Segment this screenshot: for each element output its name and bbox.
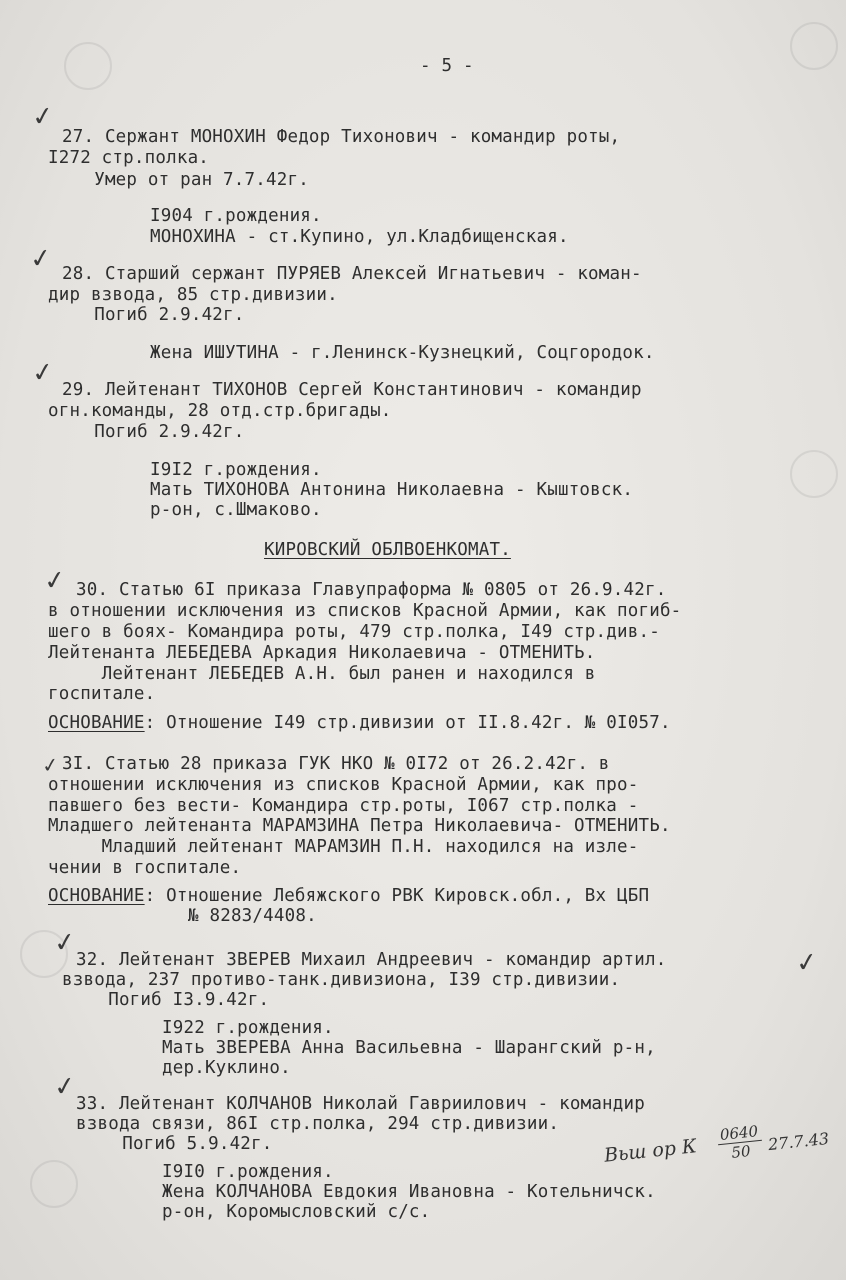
item-28-extra-1: Жена ИШУТИНА - г.Ленинск-Кузнецкий, Соцгородок. (150, 343, 655, 363)
item-32-extra-3: дер.Куклино. (162, 1058, 291, 1078)
item-30-line-2: в отношении исключения из списков Красной Армии, как погиб- (48, 601, 682, 621)
item-29-line-3: Погиб 2.9.42г. (62, 422, 245, 442)
item-31-line-1: 3I. Статью 28 приказа ГУК НКО № 0I72 от 26.2.42г. в (62, 754, 610, 774)
item-27-extra-2: МОНОХИНА - ст.Купино, ул.Кладбищенская. (150, 227, 569, 247)
basis-text: : Отношение I49 стр.дивизии от II.8.42г. № 0I057. (144, 713, 671, 733)
check-mark-icon: ✓ (52, 1070, 78, 1104)
item-28-line-1: 28. Старший сержант ПУРЯЕВ Алексей Игнатьевич - коман- (62, 264, 642, 284)
item-30-line-6: госпитале. (48, 684, 156, 704)
item-33-extra-1: I9I0 г.рождения. (162, 1162, 334, 1182)
item-33-extra-2: Жена КОЛЧАНОВА Евдокия Ивановна - Котельничск. (162, 1182, 656, 1202)
item-28-line-2: дир взвода, 85 стр.дивизии. (48, 285, 338, 305)
item-31-line-5: Младший лейтенант МАРАМЗИН П.Н. находился на изле- (48, 837, 639, 857)
faint-stamp-icon (64, 42, 112, 90)
basis-label: ОСНОВАНИЕ (48, 886, 145, 906)
item-33-line-1: 33. Лейтенант КОЛЧАНОВ Николай Гавриилович - командир (76, 1094, 646, 1114)
item-32-line-1: 32. Лейтенант ЗВЕРЕВ Михаил Андреевич - командир артил. (76, 950, 667, 970)
item-32-line-2: взвода, 237 противо-танк.дивизиона, I39 стр.дивизии. (62, 970, 621, 990)
item-30-basis (48, 713, 671, 733)
basis-text: : Отношение Лебяжского РВК Кировск.обл., Вх ЦБП (144, 886, 650, 906)
check-mark-icon: ✓ (40, 751, 61, 779)
item-31-line-3: павшего без вести- Командира стр.роты, I067 стр.полка - (48, 796, 639, 816)
section-heading: КИРОВСКИЙ ОБЛВОЕНКОМАТ. (264, 540, 511, 560)
item-30-line-1: 30. Статью 6I приказа Главупраформа № 0805 от 26.9.42г. (76, 580, 667, 600)
item-31-line-4: Младшего лейтенанта МАРАМЗИНА Петра Николаевича- ОТМЕНИТЬ. (48, 816, 671, 836)
page-number: - 5 - (420, 56, 474, 76)
handwritten-note: Вьш ор К (603, 1135, 698, 1167)
item-29-extra-1: I9I2 г.рождения. (150, 460, 322, 480)
check-mark-icon: ✓ (52, 926, 78, 960)
item-32-extra-2: Мать ЗВЕРЕВА Анна Васильевна - Шарангский р-н, (162, 1038, 656, 1058)
item-31-line-6: чении в госпитале. (48, 858, 242, 878)
handwritten-fraction (716, 1122, 764, 1163)
fraction-top: 0640 (716, 1122, 762, 1145)
item-32-extra-1: I922 г.рождения. (162, 1018, 334, 1038)
check-mark-icon: ✓ (30, 100, 56, 134)
item-30-line-5: Лейтенант ЛЕБЕДЕВ А.Н. был ранен и находился в (48, 664, 596, 684)
item-31-line-2: отношении исключения из списков Красной Армии, как про- (48, 775, 639, 795)
item-27-line-2: I272 стр.полка. (48, 148, 210, 168)
fraction-bottom: 50 (730, 1141, 752, 1162)
handwritten-date: 27.7.43 (767, 1128, 830, 1155)
check-mark-icon: ✓ (30, 356, 56, 390)
check-mark-icon: ✓ (794, 946, 820, 980)
item-29-line-2: огн.команды, 28 отд.стр.бригады. (48, 401, 392, 421)
check-mark-icon: ✓ (42, 564, 68, 598)
item-27-line-1: 27. Сержант МОНОХИН Федор Тихонович - командир роты, (62, 127, 621, 147)
item-31-basis-2: № 8283/4408. (188, 906, 317, 926)
item-32-line-3: Погиб I3.9.42г. (76, 990, 270, 1010)
item-28-line-3: Погиб 2.9.42г. (62, 305, 245, 325)
item-31-basis (48, 886, 649, 906)
faint-stamp-icon (790, 450, 838, 498)
item-33-extra-3: р-он, Коромысловский с/с. (162, 1202, 431, 1222)
item-29-extra-2: Мать ТИХОНОВА Антонина Николаевна - Кыштовск. (150, 480, 634, 500)
item-29-line-1: 29. Лейтенант ТИХОНОВ Сергей Константинович - командир (62, 380, 642, 400)
faint-stamp-icon (30, 1160, 78, 1208)
check-mark-icon: ✓ (28, 242, 54, 276)
basis-label: ОСНОВАНИЕ (48, 713, 145, 733)
item-27-line-3: Умер от ран 7.7.42г. (62, 170, 309, 190)
item-33-line-3: Погиб 5.9.42г. (90, 1134, 273, 1154)
item-33-line-2: взвода связи, 86I стр.полка, 294 стр.дивизии. (76, 1114, 560, 1134)
item-30-line-3: шего в боях- Командира роты, 479 стр.полка, I49 стр.див.- (48, 622, 660, 642)
item-29-extra-3: р-он, с.Шмаково. (150, 500, 322, 520)
item-27-extra-1: I904 г.рождения. (150, 206, 322, 226)
item-30-line-4: Лейтенанта ЛЕБЕДЕВА Аркадия Николаевича - ОТМЕНИТЬ. (48, 643, 596, 663)
faint-stamp-icon (790, 22, 838, 70)
